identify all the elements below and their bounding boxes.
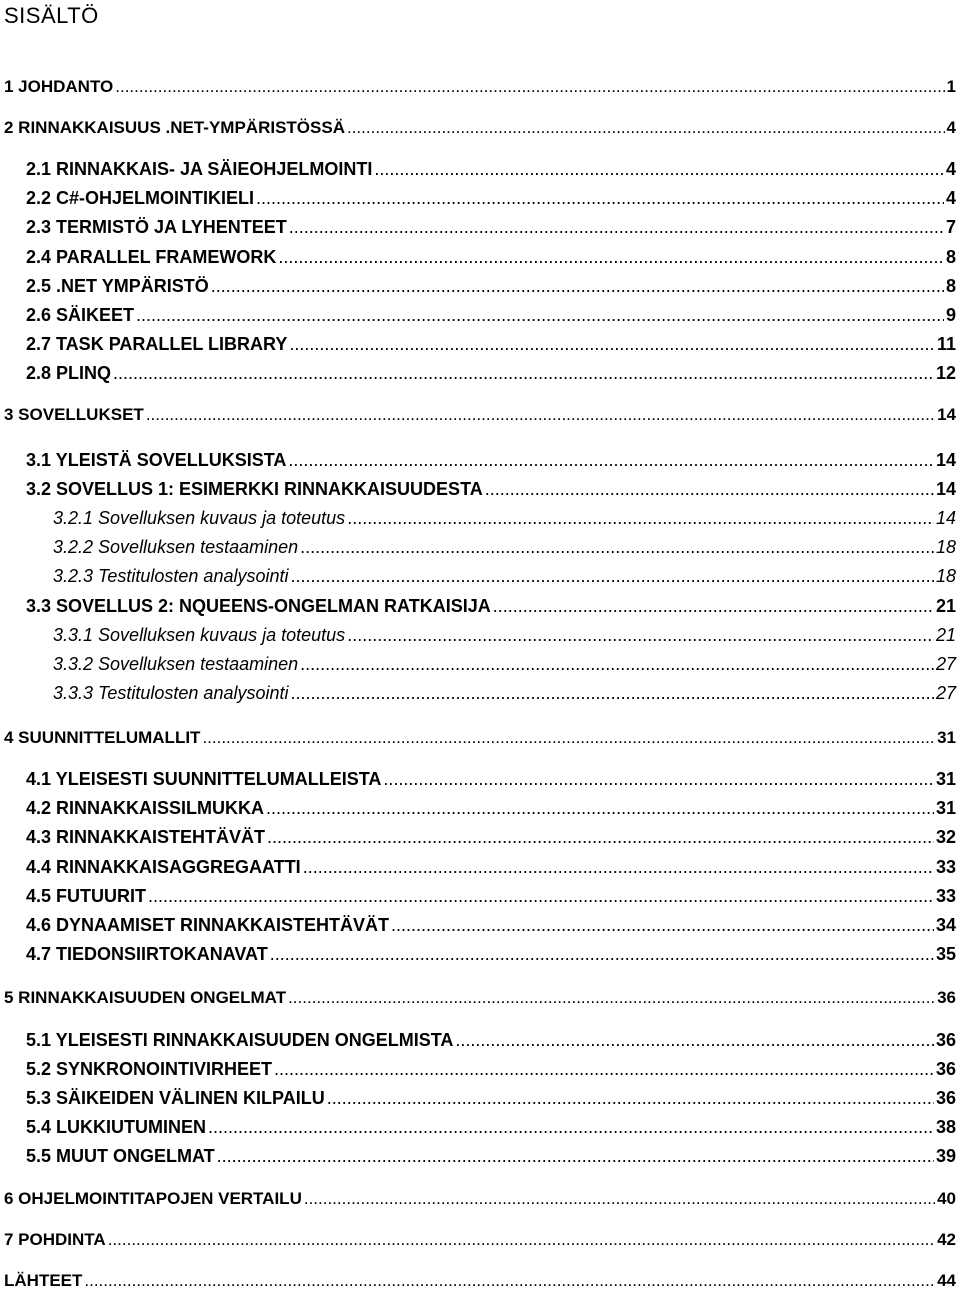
toc-entry[interactable] <box>26 942 956 966</box>
toc-entry-label: 2.7 TASK PARALLEL LIBRARY <box>26 334 288 354</box>
toc-entry[interactable] <box>26 332 956 356</box>
dot-leader <box>289 215 944 239</box>
toc-entry-label: 3.1 YLEISTÄ SOVELLUKSISTA <box>26 450 287 470</box>
dot-leader <box>113 361 934 385</box>
dot-leader <box>148 884 934 908</box>
dot-leader <box>115 75 944 99</box>
toc-entry-page: 4 <box>945 188 956 208</box>
toc-entry[interactable] <box>4 403 956 427</box>
toc-entry-label: 3.2 SOVELLUS 1: ESIMERKKI RINNAKKAISUUDESTA <box>26 479 483 499</box>
toc-entry-page: 34 <box>935 915 956 935</box>
toc-entry-label: 5.3 SÄIKEIDEN VÄLINEN KILPAILU <box>26 1088 325 1108</box>
dot-leader <box>256 186 944 210</box>
toc-entry-page: 9 <box>945 305 956 325</box>
dot-leader <box>217 1144 934 1168</box>
toc-entry-label: 3.2.3 Testitulosten analysointi <box>53 566 289 586</box>
dot-leader <box>278 245 944 269</box>
dot-leader <box>288 986 935 1010</box>
toc-entry-label: 2.5 .NET YMPÄRISTÖ <box>26 276 209 296</box>
toc-entry-label: 4 SUUNNITTELUMALLIT <box>4 728 201 747</box>
dot-leader <box>347 623 934 647</box>
toc-entry-page: 36 <box>935 1059 956 1079</box>
toc-entry[interactable] <box>26 1057 956 1081</box>
toc-entry-label: 2.4 PARALLEL FRAMEWORK <box>26 247 277 267</box>
toc-entry-label: 5.2 SYNKRONOINTIVIRHEET <box>26 1059 273 1079</box>
toc-entry-label: 5.5 MUUT ONGELMAT <box>26 1146 215 1166</box>
dot-leader <box>347 506 934 530</box>
toc-entry-label: 3.2.2 Sovelluksen testaaminen <box>53 537 299 557</box>
toc-entry-page: 42 <box>937 1230 956 1249</box>
toc-entry[interactable] <box>4 1228 956 1252</box>
toc-entry[interactable] <box>4 986 956 1010</box>
toc-entry[interactable] <box>26 186 956 210</box>
toc-entry-page: 14 <box>937 405 956 424</box>
toc-entry-label: 1 JOHDANTO <box>4 77 114 96</box>
dot-leader <box>146 403 935 427</box>
toc-entry-page: 40 <box>937 1189 956 1208</box>
toc-entry-page: 8 <box>945 276 956 296</box>
toc-entry-page: 31 <box>935 769 956 789</box>
toc-entry-label: 2.3 TERMISTÖ JA LYHENTEET <box>26 217 287 237</box>
dot-leader <box>270 942 934 966</box>
dot-leader <box>211 274 944 298</box>
toc-entry[interactable] <box>26 855 956 879</box>
toc-entry-label: 3 SOVELLUKSET <box>4 405 144 424</box>
toc-entry-label: 5 RINNAKKAISUUDEN ONGELMAT <box>4 988 287 1007</box>
dot-leader <box>485 477 934 501</box>
dot-leader <box>202 726 935 750</box>
toc-entry[interactable] <box>4 1187 956 1211</box>
toc-entry-page: 4 <box>945 159 956 179</box>
page-title: SISÄLTÖ <box>4 3 99 28</box>
toc-entry[interactable] <box>26 448 956 472</box>
toc-entry-label: 5.1 YLEISESTI RINNAKKAISUUDEN ONGELMISTA <box>26 1030 454 1050</box>
toc-entry[interactable] <box>26 1086 956 1110</box>
dot-leader <box>374 157 944 181</box>
toc-entry-label: 4.6 DYNAAMISET RINNAKKAISTEHTÄVÄT <box>26 915 390 935</box>
dot-leader <box>208 1115 934 1139</box>
toc-entry[interactable] <box>4 1269 956 1293</box>
toc-entry-page: 12 <box>935 363 956 383</box>
toc-entry[interactable] <box>4 726 956 750</box>
toc-entry-page: 36 <box>935 1030 956 1050</box>
toc-entry-label: 3.2.1 Sovelluksen kuvaus ja toteutus <box>53 508 346 528</box>
toc-entry-page: 21 <box>935 625 956 645</box>
dot-leader <box>266 796 934 820</box>
toc-entry-label: 4.4 RINNAKKAISAGGREGAATTI <box>26 857 301 877</box>
dot-leader <box>267 825 934 849</box>
toc-entry-page: 36 <box>937 988 956 1007</box>
toc-entry[interactable] <box>26 825 956 849</box>
toc-entry-label: 3.3.1 Sovelluksen kuvaus ja toteutus <box>53 625 346 645</box>
toc-entry-page: 33 <box>935 886 956 906</box>
dot-leader <box>108 1228 935 1252</box>
dot-leader <box>347 116 945 140</box>
dot-leader <box>291 564 934 588</box>
dot-leader <box>493 594 934 618</box>
dot-leader <box>289 332 935 356</box>
toc-entry-label: 4.5 FUTUURIT <box>26 886 147 906</box>
dot-leader <box>288 448 934 472</box>
toc-entry-label: 7 POHDINTA <box>4 1230 106 1249</box>
toc-entry-page: 33 <box>935 857 956 877</box>
dot-leader <box>303 855 934 879</box>
toc-entry-page: 14 <box>935 508 956 528</box>
dot-leader <box>300 535 934 559</box>
toc-entry-label: 4.7 TIEDONSIIRTOKANAVAT <box>26 944 268 964</box>
toc-entry-page: 38 <box>935 1117 956 1137</box>
toc-entry-page: 31 <box>937 728 956 747</box>
toc-entry-label: 2.1 RINNAKKAIS- JA SÄIEOHJELMOINTI <box>26 159 373 179</box>
toc-entry[interactable] <box>53 681 956 705</box>
toc-entry-label: 2 RINNAKKAISUUS .NET-YMPÄRISTÖSSÄ <box>4 118 345 137</box>
toc-entry-page: 27 <box>935 654 956 674</box>
toc-entry-label: 4.1 YLEISESTI SUUNNITTELUMALLEISTA <box>26 769 382 789</box>
toc-entry-page: 36 <box>935 1088 956 1108</box>
dot-leader <box>383 767 934 791</box>
toc-entry[interactable] <box>26 361 956 385</box>
toc-entry-page: 18 <box>935 566 956 586</box>
toc-entry[interactable] <box>53 506 956 530</box>
dot-leader <box>455 1028 934 1052</box>
dot-leader <box>391 913 934 937</box>
toc-entry[interactable] <box>26 767 956 791</box>
toc-entry[interactable] <box>26 594 956 618</box>
toc-entry-page: 44 <box>937 1271 956 1290</box>
toc-entry-label: 4.2 RINNAKKAISSILMUKKA <box>26 798 265 818</box>
toc-entry-label: 3.3 SOVELLUS 2: NQUEENS-ONGELMAN RATKAISIJA <box>26 596 491 616</box>
toc-entry[interactable] <box>26 913 956 937</box>
toc-entry-page: 1 <box>946 77 956 96</box>
dot-leader <box>304 1187 935 1211</box>
toc-entry[interactable] <box>53 535 956 559</box>
toc-entry-page: 4 <box>946 118 956 137</box>
toc-entry[interactable] <box>26 796 956 820</box>
toc-entry-label: LÄHTEET <box>4 1271 83 1290</box>
toc-entry-label: 3.3.3 Testitulosten analysointi <box>53 683 289 703</box>
toc-entry-page: 11 <box>936 334 956 354</box>
dot-leader <box>300 652 934 676</box>
toc-entry-label: 3.3.2 Sovelluksen testaaminen <box>53 654 299 674</box>
toc-entry-page: 32 <box>935 827 956 847</box>
toc-entry[interactable] <box>53 623 956 647</box>
toc-entry-label: 2.6 SÄIKEET <box>26 305 135 325</box>
toc-entry-label: 2.8 PLINQ <box>26 363 112 383</box>
dot-leader <box>274 1057 934 1081</box>
toc-entry[interactable] <box>4 116 956 140</box>
toc-entry-page: 21 <box>935 596 956 616</box>
toc-entry[interactable] <box>26 303 956 327</box>
toc-entry[interactable] <box>26 884 956 908</box>
toc-entry[interactable] <box>53 652 956 676</box>
toc-entry-page: 18 <box>935 537 956 557</box>
dot-leader <box>84 1269 935 1293</box>
toc-entry[interactable] <box>26 274 956 298</box>
toc-entry-label: 4.3 RINNAKKAISTEHTÄVÄT <box>26 827 266 847</box>
toc-entry[interactable] <box>26 477 956 501</box>
toc-entry-label: 6 OHJELMOINTITAPOJEN VERTAILU <box>4 1189 302 1208</box>
toc-entry[interactable] <box>26 1115 956 1139</box>
toc-entry[interactable] <box>26 1028 956 1052</box>
toc-entry-page: 8 <box>945 247 956 267</box>
toc-entry-page: 35 <box>935 944 956 964</box>
toc-entry-page: 14 <box>935 450 956 470</box>
dot-leader <box>136 303 944 327</box>
toc-entry-page: 7 <box>945 217 956 237</box>
toc-entry-page: 27 <box>935 683 956 703</box>
dot-leader <box>327 1086 934 1110</box>
toc-entry[interactable] <box>53 564 956 588</box>
toc-entry[interactable] <box>26 215 956 239</box>
toc-entry-label: 5.4 LUKKIUTUMINEN <box>26 1117 207 1137</box>
toc-entry[interactable] <box>26 157 956 181</box>
toc-entry-page: 31 <box>935 798 956 818</box>
toc-entry[interactable] <box>26 1144 956 1168</box>
toc-entry-page: 39 <box>935 1146 956 1166</box>
toc-entry-label: 2.2 C#-OHJELMOINTIKIELI <box>26 188 255 208</box>
toc-entry[interactable] <box>26 245 956 269</box>
toc-entry-page: 14 <box>935 479 956 499</box>
dot-leader <box>291 681 934 705</box>
toc-entry[interactable] <box>4 75 956 99</box>
